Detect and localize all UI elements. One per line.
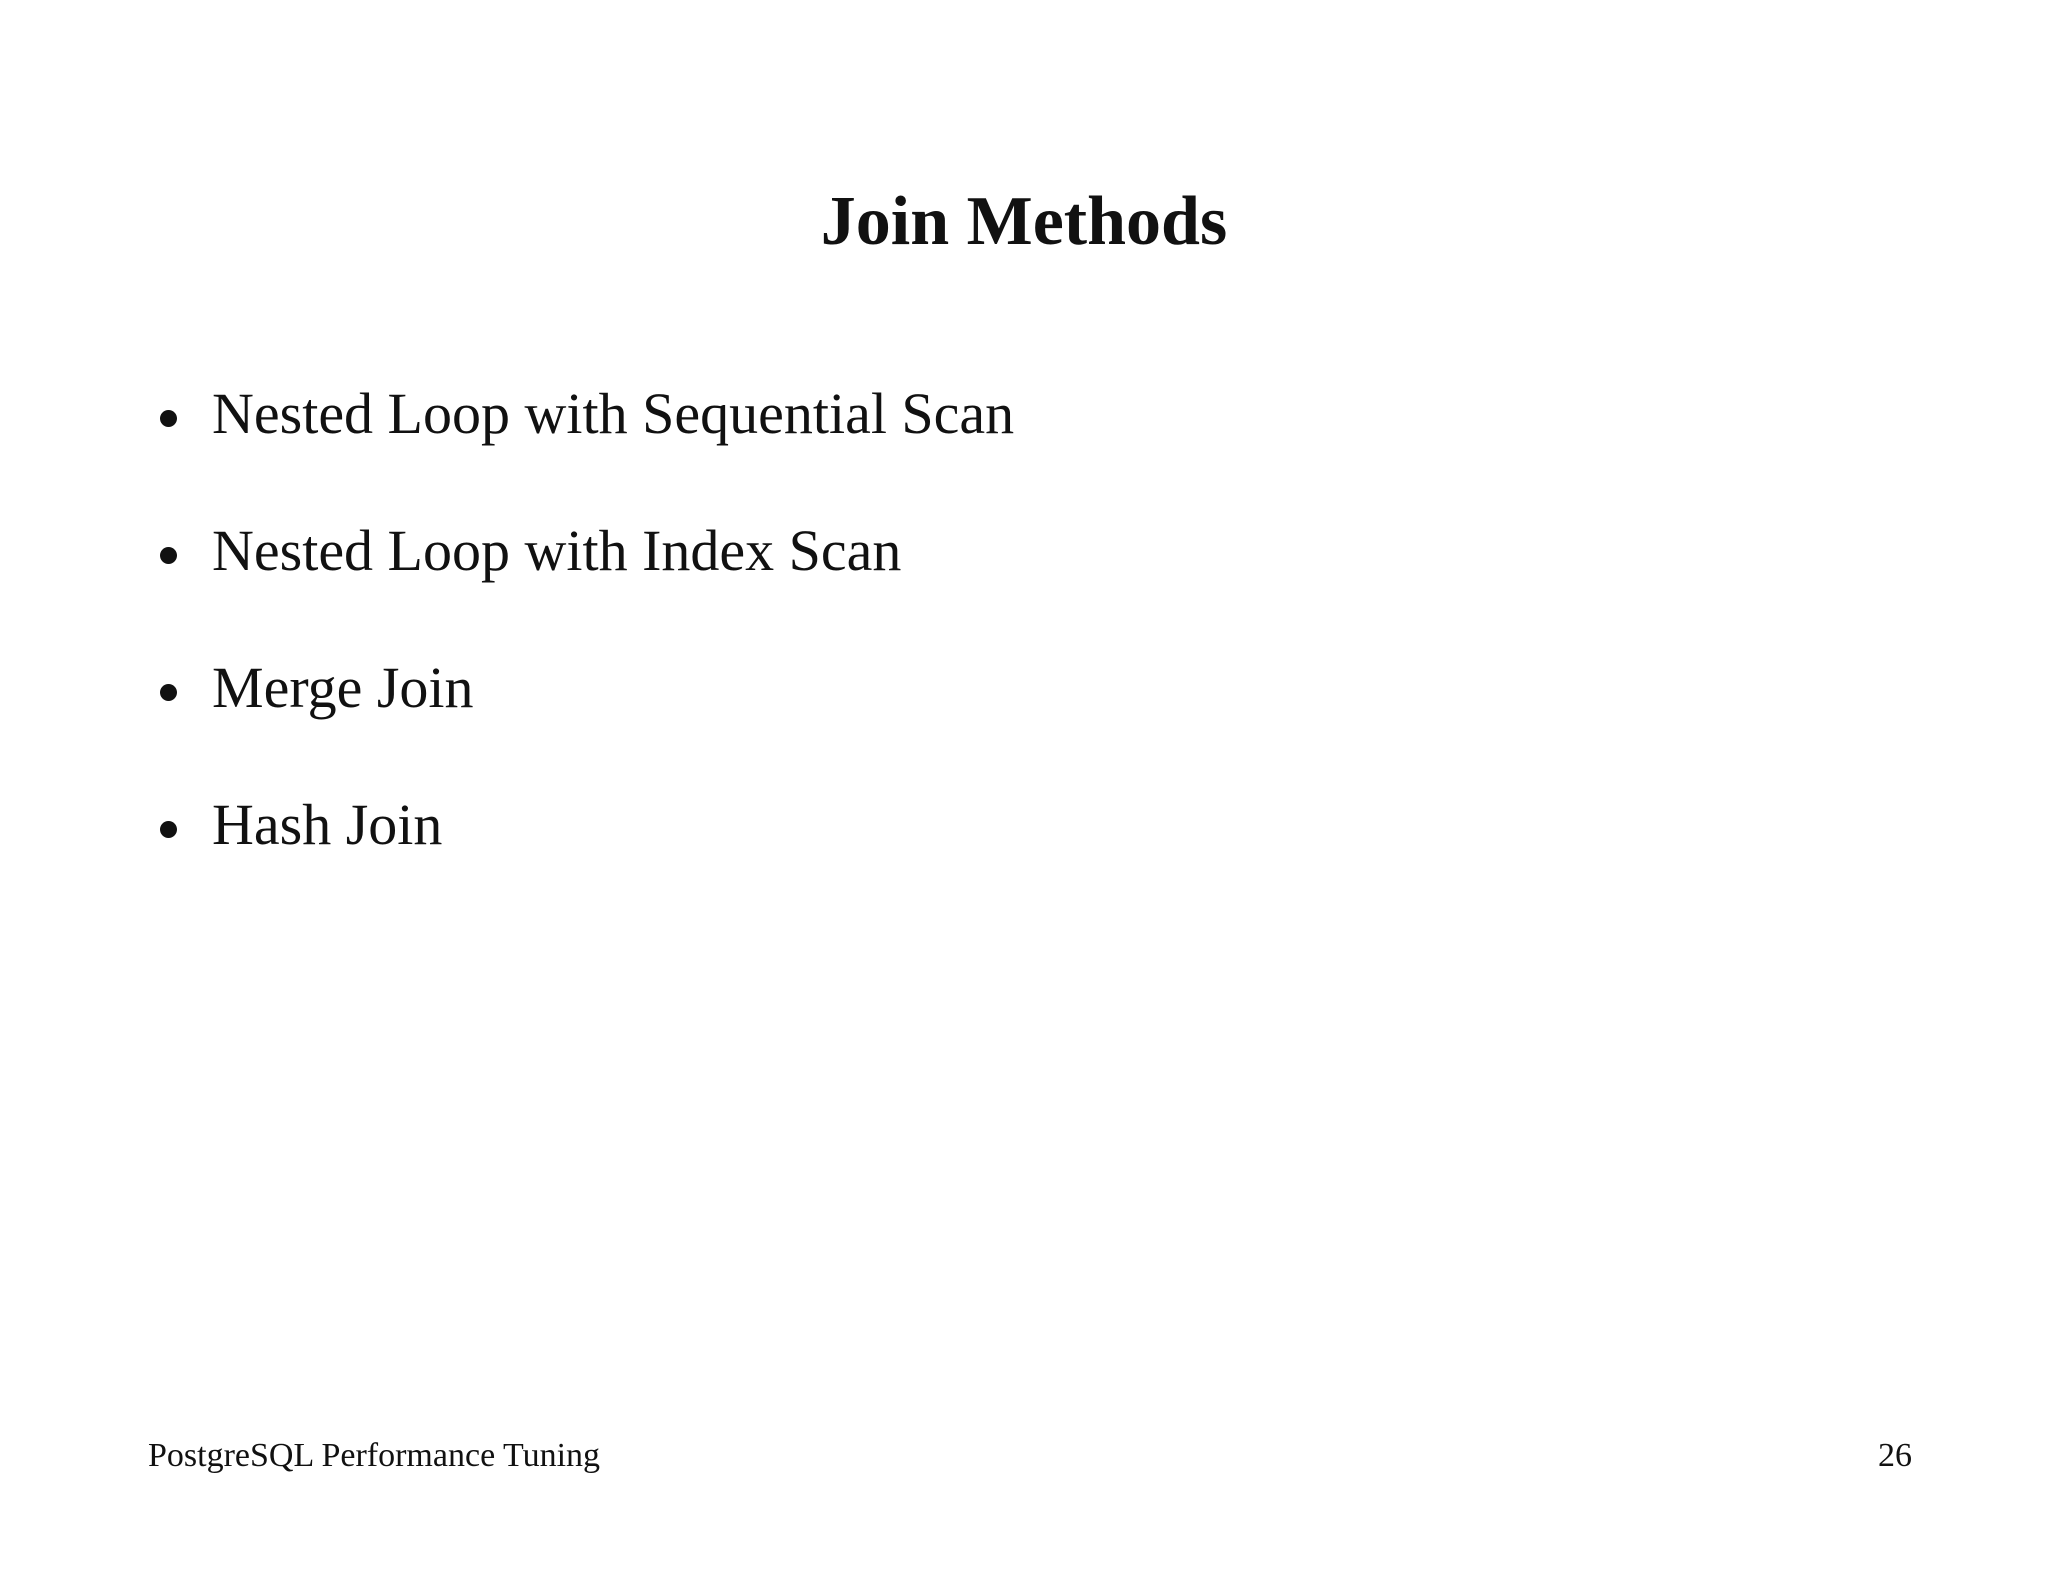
list-item-text: Nested Loop with Index Scan — [212, 518, 902, 583]
list-item — [160, 644, 1014, 781]
list-item — [160, 370, 1014, 507]
list-item — [160, 781, 1014, 918]
list-item-text: Nested Loop with Sequential Scan — [212, 381, 1015, 446]
list-item-text: Hash Join — [212, 792, 443, 857]
bullet-list — [160, 370, 1014, 918]
bullet-dot-icon — [160, 547, 177, 564]
slide-title: Join Methods — [820, 183, 1228, 260]
list-item — [160, 507, 1014, 644]
bullet-dot-icon — [160, 821, 177, 838]
list-item-text: Merge Join — [212, 655, 474, 720]
footer-title: PostgreSQL Performance Tuning — [148, 1437, 601, 1474]
page-number: 26 — [1878, 1437, 1912, 1474]
bullet-dot-icon — [160, 684, 177, 701]
bullet-dot-icon — [160, 410, 177, 427]
